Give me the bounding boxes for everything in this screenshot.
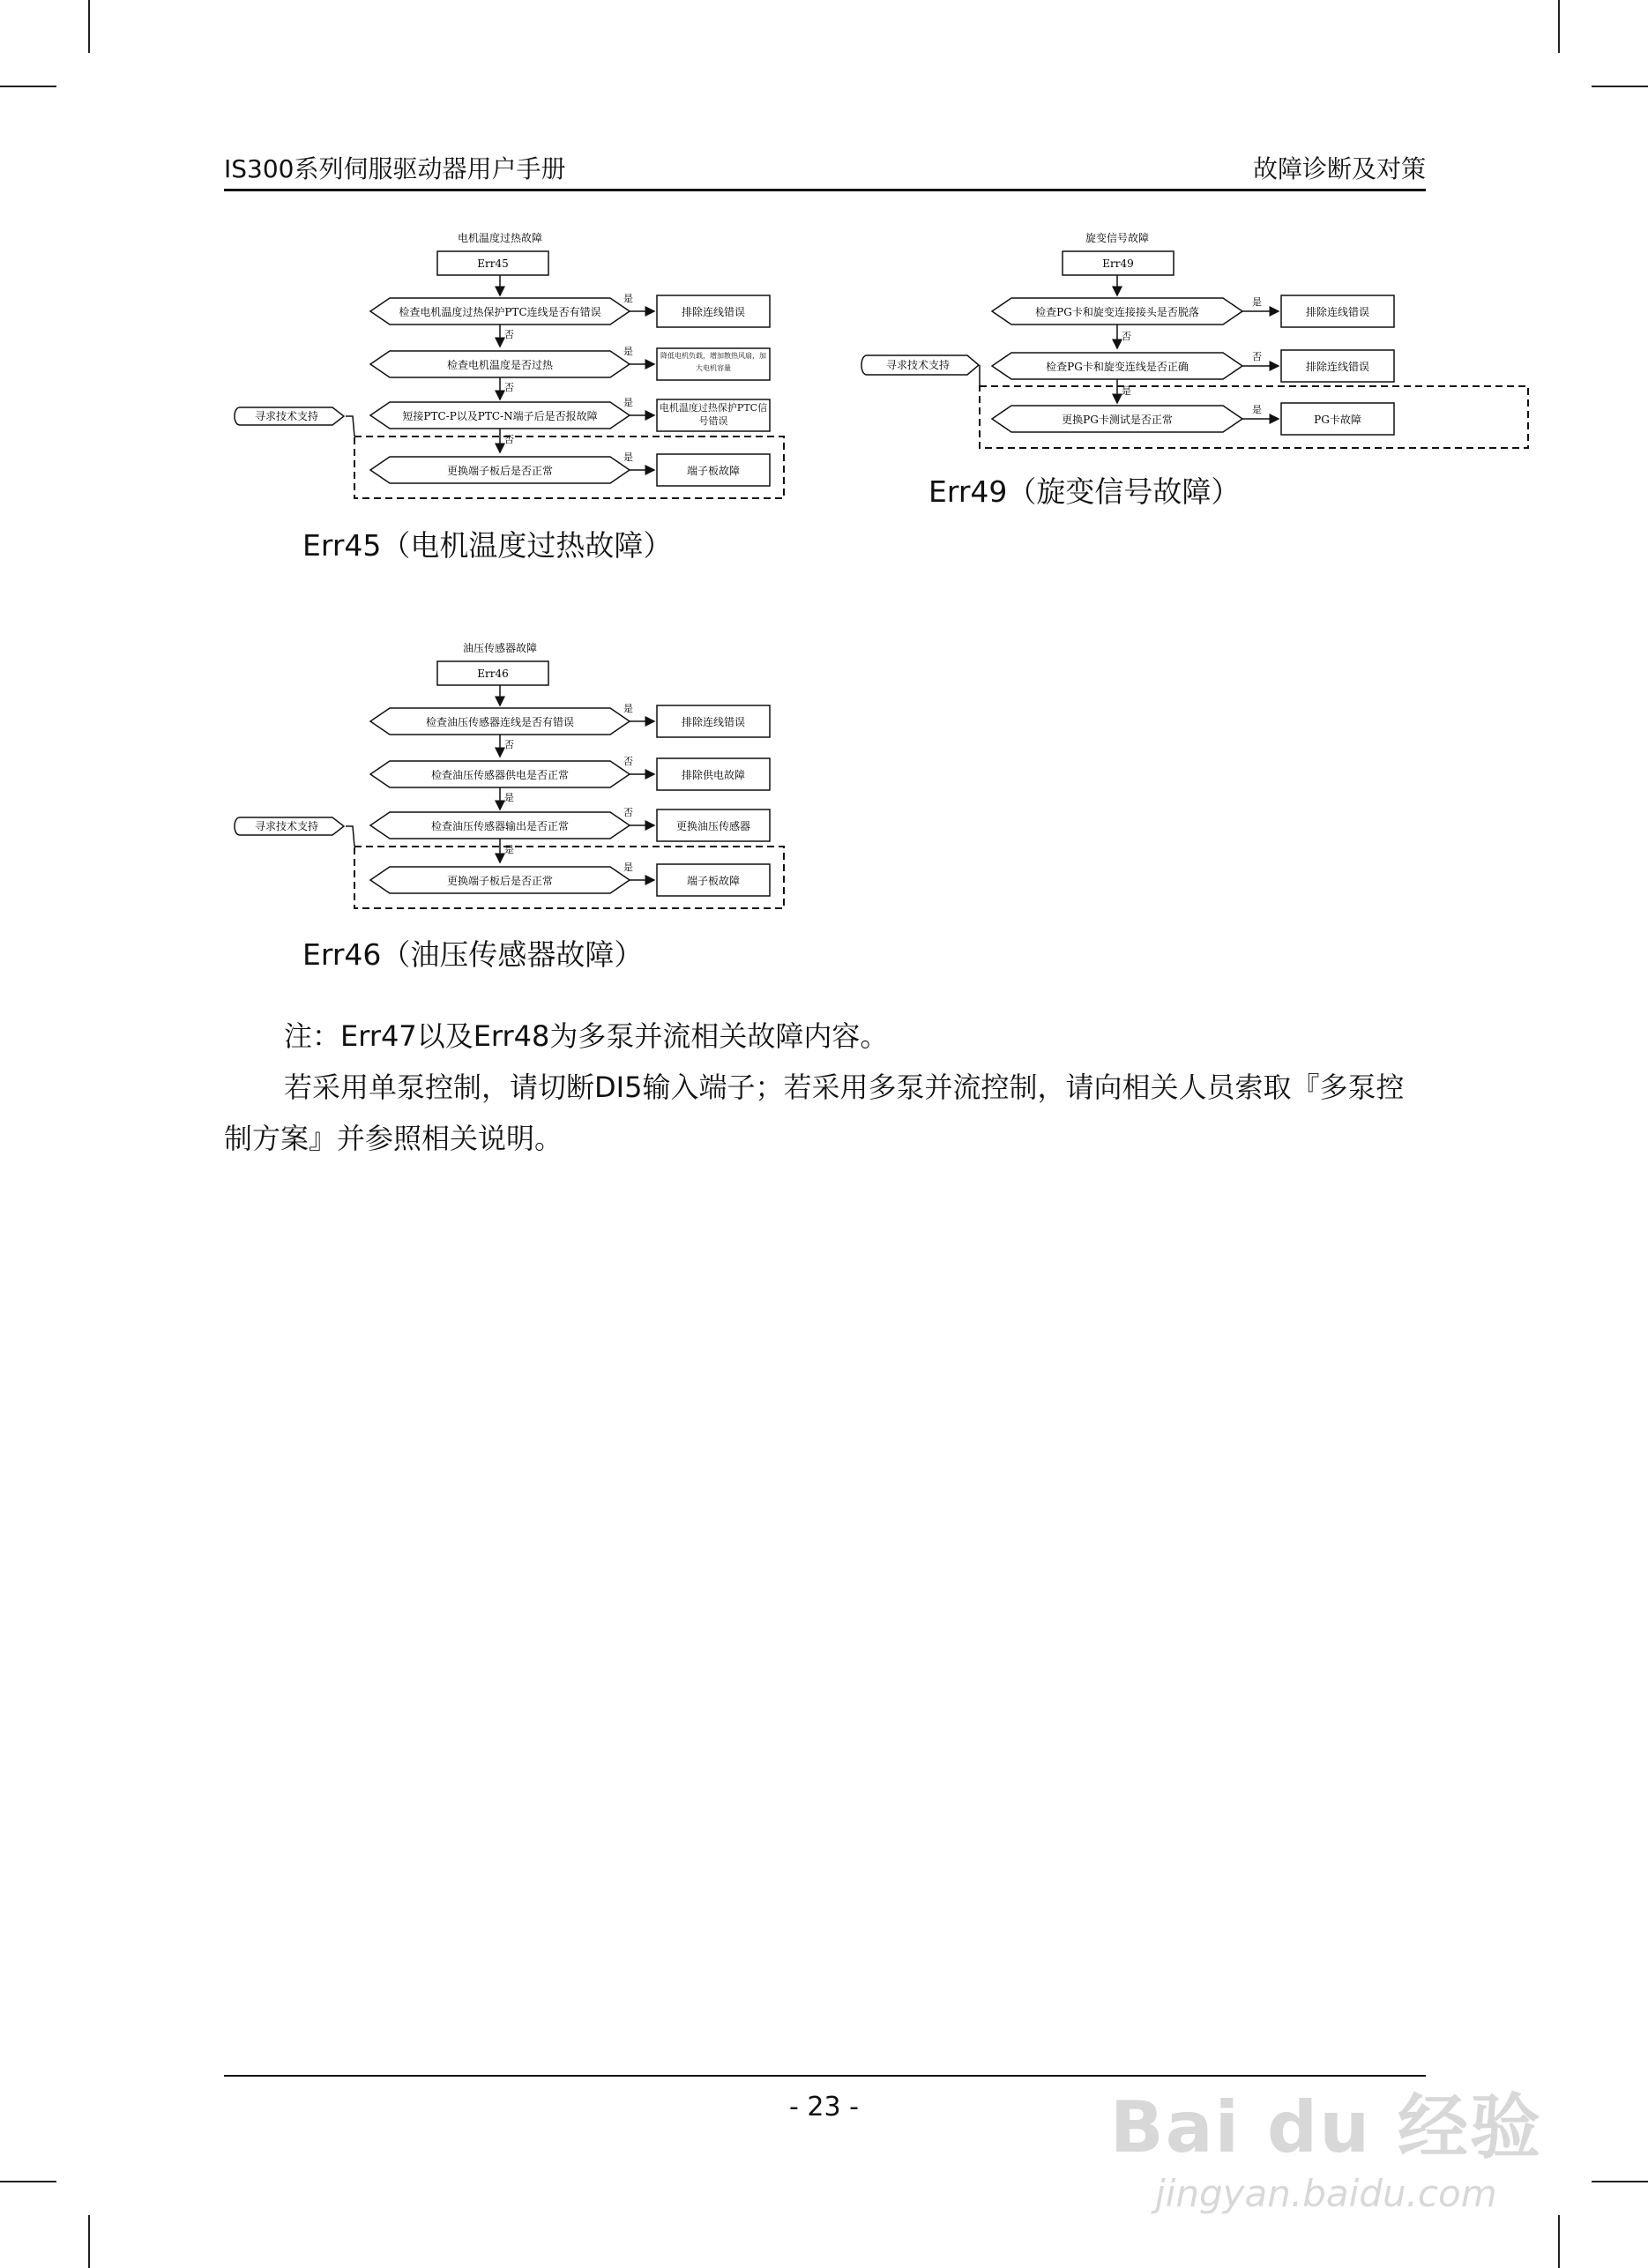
decision-text: 检查电机温度是否过热 [446,359,554,371]
branch-label: 是 [623,397,633,408]
action-text: 排除连线错误 [681,306,746,318]
branch-label: 否 [504,739,514,750]
crop-mark [1592,86,1648,87]
branch-label: 是 [1122,385,1131,397]
action-text: 排除连线错误 [1305,306,1370,318]
action-text: 端子板故障 [686,875,741,887]
branch-label: 否 [623,756,633,767]
err45-flowchart [229,225,794,507]
header-section: 故障诊断及对策 [1252,154,1426,183]
branch-label: 是 [623,346,633,357]
decision-text: 检查PG卡和旋变连接接头是否脱落 [1035,306,1199,318]
action-text: 端子板故障 [686,465,741,477]
err46-flowchart [229,635,794,917]
flow-connector [346,416,354,436]
err45-code: Err45 [477,257,509,270]
crop-mark [1558,0,1560,53]
decision-text: 检查油压传感器输出是否正常 [430,820,570,832]
err46-heading: 油压传感器故障 [462,642,538,654]
action-text: 排除供电故障 [681,769,746,781]
decision-text: 更换端子板后是否正常 [446,465,554,477]
branch-label: 是 [1252,296,1262,308]
err46-caption: Err46（油压传感器故障） [302,937,644,972]
branch-label: 是 [623,703,633,714]
decision-text: 检查电机温度过热保护PTC连线是否有错误 [399,306,601,318]
action-text: 降低电机负载，增加散热风扇，加大电机容量 [660,352,766,372]
err45-caption: Err45（电机温度过热故障） [302,528,673,563]
branch-label: 是 [623,451,633,463]
body-paragraph: 若采用单泵控制，请切断DI5输入端子；若采用多泵并流控制，请向相关人员索取『多泵控制方案』并参照相关说明。 [224,1071,1405,1155]
crop-mark [1558,2215,1560,2268]
page-number: - 23 - [789,2092,859,2123]
decision-text: 更换端子板后是否正常 [446,875,554,887]
crop-mark [88,0,90,53]
err49-caption: Err49（旋变信号故障） [928,474,1241,509]
branch-label: 是 [504,844,514,855]
watermark-url: jingyan.baidu.com [1155,2172,1497,2215]
baidu-watermark [1110,2070,1542,2215]
branch-label: 否 [504,382,514,393]
support-text: 寻求技术支持 [885,359,951,371]
header-title: IS300系列伺服驱动器用户手册 [224,154,566,183]
action-text: PG卡故障 [1314,414,1361,426]
crop-mark [88,2215,90,2268]
support-text: 寻求技术支持 [254,820,319,832]
decision-text: 检查PG卡和旋变连线是否正确 [1046,361,1189,373]
err49-flowchart [860,225,1424,454]
note-text: 注：Err47以及Err48为多泵并流相关故障内容。 [284,1019,889,1053]
header-rule [224,189,1426,191]
err45-heading: 电机温度过热故障 [457,232,543,244]
action-text: 排除连线错误 [1305,361,1370,373]
branch-label: 是 [623,293,633,304]
crop-mark [1592,2181,1648,2182]
err46-code: Err46 [477,668,509,680]
branch-label: 否 [504,329,514,340]
support-text: 寻求技术支持 [254,410,319,422]
branch-label: 否 [1252,351,1262,362]
err49-heading: 旋变信号故障 [1085,232,1150,244]
branch-label: 是 [623,862,633,873]
decision-text: 短接PTC-P以及PTC-N端子后是否报故障 [402,410,598,422]
decision-text: 检查油压传感器供电是否正常 [430,769,570,781]
flow-connector [346,826,354,847]
crop-mark [0,86,56,87]
decision-text: 更换PG卡测试是否正常 [1062,414,1173,426]
crop-mark [0,2181,56,2182]
decision-text: 检查油压传感器连线是否有错误 [425,716,575,728]
watermark-logo: Bai du 经验 [1109,2086,1542,2168]
branch-label: 否 [623,807,633,818]
branch-label: 否 [504,434,514,445]
action-text: 更换油压传感器 [675,820,751,832]
action-text: 电机温度过热保护PTC信号错误 [659,402,768,427]
branch-label: 否 [1122,331,1131,342]
action-text: 排除连线错误 [681,716,746,728]
branch-label: 是 [1252,404,1262,415]
branch-label: 是 [504,792,514,803]
err49-code: Err49 [1102,257,1134,270]
